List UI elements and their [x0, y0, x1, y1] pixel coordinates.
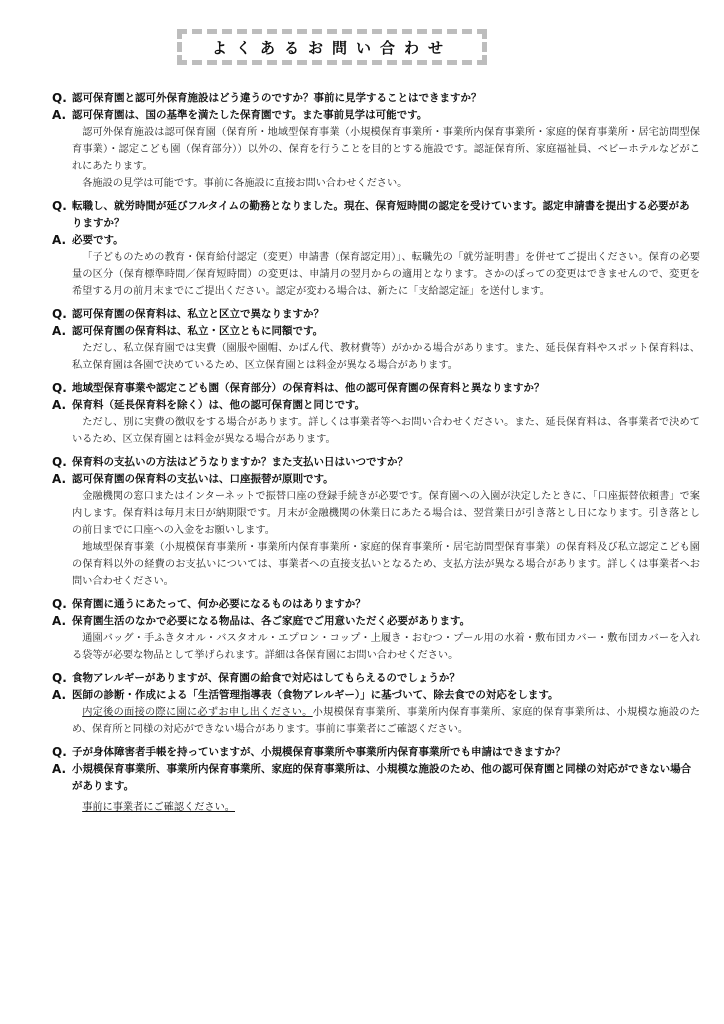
a-mark: A. [52, 688, 67, 702]
faq-list [52, 90, 700, 822]
answer-paragraph: ただし、私立保育園では実費（園服や園帽、かばん代、教材費等）がかかる場合があります。また、延長保育料やスポット保育料は、私立保育園は各園で決めているため、区立保育園とは料金が異なる場合があります。 [72, 343, 700, 371]
q-mark: Q. [52, 455, 67, 469]
underlined-note: 事前に事業者にご確認ください。 [82, 802, 235, 813]
answer-body [72, 488, 700, 590]
a-mark: A. [52, 472, 67, 486]
q-mark: Q. [52, 671, 67, 685]
question: 食物アレルギーがありますが、保育園の給食で対応はしてもらえるのでしょうか？ [72, 672, 460, 684]
answer-paragraph: 「子どものための教育・保育給付認定（変更）申請書（保育認定用）」、転職先の「就労証明書」を併せてご提出ください。保育の必要量の区分（保育標準時間／保育短時間）の変更は、申請月の翌月からの適用となります。さかのぼっての変更はできませんので、変更を希望する月の前月末までにご提出ください。認定が変わる場合は、新たに「支給認定証」を送付します。 [72, 252, 700, 297]
question: 転職し、就労時間が延びフルタイムの勤務となりました。現在、保育短時間の認定を受けています。認定申請書を提出する必要がありますか？ [72, 200, 690, 229]
answer-paragraph: 各施設の見学は可能です。事前に各施設に直接お問い合わせください。 [82, 178, 408, 189]
question: 保育料の支払いの方法はどうなりますか？また支払い日はいつですか？ [72, 456, 408, 468]
a-mark: A. [52, 233, 67, 247]
q-mark: Q. [52, 597, 67, 611]
question: 子が身体障害者手帳を持っていますが、小規模保育事業所や事業所内保育事業所でも申請はできますか？ [72, 746, 566, 758]
question: 認可保育園と認可外保育施設はどう違うのですか？事前に見学することはできますか？ [72, 92, 482, 104]
question: 地域型保育事業や認定こども園（保育部分）の保育料は、他の認可保育園の保育料と異なりますか？ [72, 382, 545, 394]
answer-paragraph: 金融機関の窓口またはインターネットで振替口座の登録手続きが必要です。保育園への入園が決定したときに、「口座振替依頼書」で案内します。保育料は毎月末日が納期限です。月末が金融機関の休業日にあたる場合は、翌営業日が引き落とし日になります。引き落としの前日までに口座への入金をお願いします。 [72, 491, 700, 536]
answer-paragraph: 認可外保育施設は認可保育園（保育所・地域型保育事業（小規模保育事業所・事業所内保育事業所・家庭的保育事業所・居宅訪問型保育事業）・認定こども園（保育部分））以外の、保育を行うことを目的とする施設です。認証保育所、家庭福祉員、ベビーホテルなどがこれにあたります。 [72, 127, 700, 172]
answer: 認可保育園の保育料は、私立・区立ともに同額です。 [72, 325, 324, 337]
faq-item-6 [52, 596, 700, 664]
question: 保育園に通うにあたって、何か必要になるものはありますか？ [72, 598, 366, 610]
answer-paragraph: 地域型保育事業（小規模保育事業所・事業所内保育事業所・家庭的保育事業所・居宅訪問型保育事業）の保育料及び私立認定こども園の保育料以外の経費のお支払いについては、事業者への直接支払いとなるため、支払方法が異なる場合があります。詳しくは事業者へお問い合わせください。 [72, 542, 700, 587]
answer-note [72, 799, 700, 816]
answer: 必要です。 [72, 234, 124, 246]
answer-body [72, 704, 700, 738]
answer-body [72, 414, 700, 448]
answer-paragraph [72, 704, 700, 738]
question: 認可保育園の保育料は、私立と区立で異なりますか？ [72, 308, 324, 320]
answer: 小規模保育事業所、事業所内保育事業所、家庭的保育事業所は、小規模な施設のため、他の認可保育園と同様の対応ができない場合があります。 [72, 763, 692, 792]
answer: 認可保育園の保育料の支払いは、口座振替が原則です。 [72, 473, 334, 485]
answer: 保育料（延長保育料を除く）は、他の認可保育園と同じです。 [72, 399, 366, 411]
answer: 認可保育園は、国の基準を満たした保育園です。また事前見学は可能です。 [72, 109, 428, 121]
answer-body [72, 249, 700, 300]
title-box [177, 29, 487, 65]
answer-body [72, 124, 700, 192]
answer-body [72, 630, 700, 664]
answer-body [72, 340, 700, 374]
answer-text: 小規模保育事業所、事業所内保育事業所、家庭的保育事業所は、小規模な施設のため、保育所と同様の対応ができない場合があります。事前に事業者にご確認ください。 [72, 707, 701, 735]
a-mark: A. [52, 324, 67, 338]
faq-item-2 [52, 198, 700, 300]
answer-paragraph: ただし、別に実費の徴収をする場合があります。詳しくは事業者等へお問い合わせください。また、延長保育料は、各事業者で決めているため、区立保育園とは料金が異なる場合があります。 [72, 417, 700, 445]
a-mark: A. [52, 614, 67, 628]
answer: 保育園生活のなかで必要になる物品は、各ご家庭でご用意いただく必要があります。 [72, 615, 471, 627]
faq-item-4 [52, 380, 700, 448]
q-mark: Q. [52, 199, 67, 213]
a-mark: A. [52, 762, 67, 776]
faq-item-7 [52, 670, 700, 738]
q-mark: Q. [52, 745, 67, 759]
faq-item-5 [52, 454, 700, 590]
faq-item-8 [52, 744, 700, 816]
q-mark: Q. [52, 91, 67, 105]
answer: 医師の診断・作成による「生活管理指導表（食物アレルギー）」に基づいて、除去食での対応をします。 [72, 689, 559, 701]
faq-item-3 [52, 306, 700, 374]
q-mark: Q. [52, 381, 67, 395]
a-mark: A. [52, 108, 67, 122]
underlined-note: 内定後の面接の際に園に必ずお申し出ください。 [82, 707, 313, 718]
a-mark: A. [52, 398, 67, 412]
page-title: よくあるお問い合わせ [211, 38, 452, 57]
q-mark: Q. [52, 307, 67, 321]
answer-paragraph: 通園バッグ・手ふきタオル・バスタオル・エプロン・コップ・上履き・おむつ・プール用の水着・敷布団カバー・敷布団カバーを入れる袋等が必要な物品として挙げられます。詳細は各保育園にお問い合わせください。 [72, 633, 700, 661]
faq-item-1 [52, 90, 700, 192]
